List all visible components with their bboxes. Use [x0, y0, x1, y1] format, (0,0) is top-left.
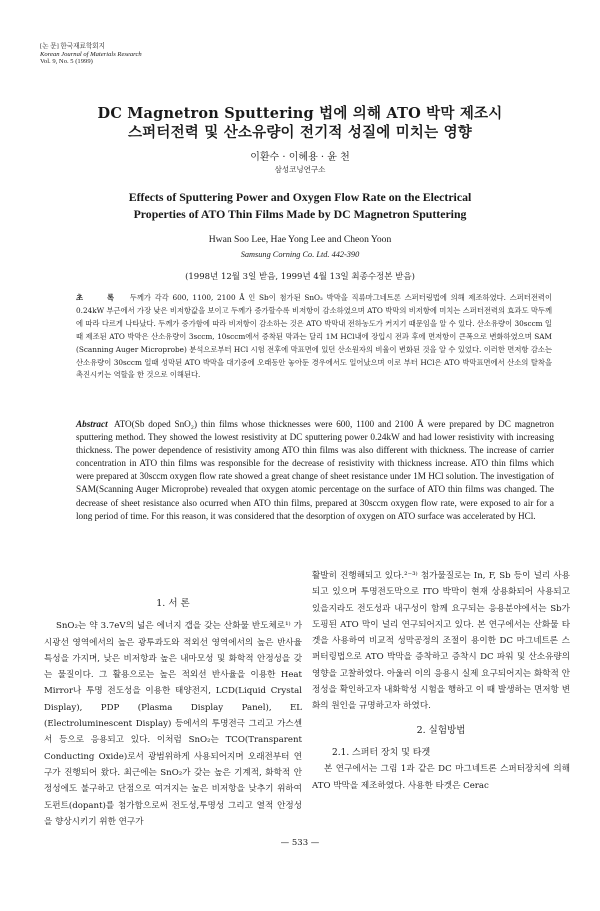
subsection-2-1-heading: 2.1. 스퍼터 장치 및 타겟 — [332, 747, 431, 758]
right-column-paragraph-1: 활발히 진행해되고 있다.²⁻³⁾ 첨가물질로는 In, F, Sb 등이 널리 사용되고 있으며 투명전도막으로 ITO 박막이 현재 상용화되어 사용되고 있을지라도 전도성과 내구성이 함께 요구되는 응용분야에서는 Sb가 도핑된 ATO 막이 널리 연구되어지고 있다. 본 연구에서는 산화물 타겟을 사용하여 비교적 성막공정의 조절이 용이한 DC 마그네트론 스퍼터링법으로 ATO 박막을 증착하고 증착시 DC 파워 및 산소유량의 영향을 고찰하였다. 아울러 이의 응용시 실제 요구되어지는 화학적 안정성을 확인하고자 내화학성 시험을 행하고 이 때 발생하는 면저항 변화의 원인을 규명하고자 하였다. — [312, 571, 570, 712]
affiliation-korean: 삼성코닝연구소 — [274, 165, 326, 174]
abstract-korean — [76, 292, 552, 382]
page-number: — 533 — — [280, 838, 320, 848]
affiliation-english: Samsung Corning Co. Ltd. 442-390 — [240, 250, 360, 259]
abstract-english — [76, 418, 554, 523]
journal-name-en: Korean Journal of Materials Research — [40, 50, 142, 58]
authors-korean: 이환수 · 이혜용 · 윤 천 — [250, 152, 350, 163]
right-column-paragraph-2: 본 연구에서는 그림 1과 같은 DC 마그네트론 스퍼터장치에 의해 ATO 박막을 제조하였다. 사용한 타겟은 Cerac — [312, 764, 570, 791]
authors-english: Hwan Soo Lee, Hae Yong Lee and Cheon Yoon — [208, 234, 392, 245]
abstract-korean-text: 두께가 각각 600, 1100, 2100 Å 인 Sb이 첨가된 SnO₂ 박막을 직류마그네트론 스퍼터링법에 의해 제조하였다. 스퍼터전력이 0.24kW 부근에서 가장 낮은 비저항값을 보이고 두께가 증가할수록 비저항이 감소하였으며 ATO 박막의 비저항에 미치는 스퍼터전력의 효과도 막두께에 따라 다르게 나타났다. 두께가 증가함에 따라 비저항이 감소하는 것은 ATO 박막내 전하농도가 커지기 때문임을 알 수 있다. 산소유량이 30sccm 일때 제조된 ATO 박막은 산소유량이 3sccm, 10sccm에서 증착된 막과는 달리 1M HCl내에 장입시 전과 후에 면저항이 큰폭으로 변화하였으며 SAM (Scanning Auger Microprobe) 분석으로부터 HCl 시험 전후에 막표면에 있던 산소원자의 비율이 변화된 것을 알 수 있었다. 이러한 면저항 감소는 산소유량이 30sccm 일때 성막된 ATO 박막을 대기중에 오래동안 놓아둔 경우에서도 일어났으며 이로 부터 HCl은 ATO 박막표면에서 산소의 탈착을 촉진시키는 역할을 한 것으로 이해된다. — [76, 293, 552, 380]
received-dates: (1998년 12월 3일 받음, 1999년 4월 13일 최종수정본 받음) — [185, 272, 415, 282]
title-english-line1: Effects of Sputtering Power and Oxygen Flow Rate on the Electrical — [128, 190, 472, 204]
journal-name-ko: [논 문] 한국재료학회지 — [40, 43, 106, 50]
abstract-english-label: Abstract — [76, 419, 108, 429]
left-column — [44, 596, 302, 830]
section-1-paragraph: SnO₂는 약 3.7eV의 넓은 에너지 갭을 갖는 산화물 반도체로¹⁾ 가시광선 영역에서의 높은 광투과도와 적외선 영역에서의 높은 반사율 특성을 가지며, 낮은 비저항과 높은 내마모성 및 화학적 안정성을 갖는 물질이다. 그 활용으로는 높은 적외선 반사율을 이용한 Heat Mirror나 투명 전도성을 이용한 태양전지, LCD(Liquid Crystal Display), PDP (Plasma Display Panel), EL (Electroluminescent Display) 등에서의 투명전극 그리고 가스센서 등으로 응용되고 있다. 이처럼 SnO₂는 TCO(Transparent Conducting Oxide)로서 광범위하게 사용되어지며 오래전부터 연구가 진행되어 왔다. 최근에는 SnO₂가 갖는 높은 기계적, 화학적 안정성에도 불구하고 단점으로 여겨지는 높은 비저항을 낮추기 위하여 도펀트(dopant)를 첨가함으로써 전도성,투명성 그리고 열적 안정성을 향상시키기 위한 연구가 — [44, 621, 302, 827]
section-2-heading: 2. 실험방법 — [416, 724, 466, 736]
abstract-korean-label: 초 록 — [76, 293, 125, 302]
abstract-english-text: ATO(Sb doped SnO₂) thin films whose thicknesses were 600, 1100 and 2100 Å were prepared by DC magnetron sputtering method. They showed the lowest resistivity at DC sputtering power 0.24kW and had lower resistivity with increasing thickness. The power dependence of resistivity among ATO thin films was also different with thickness. The increase of carrier concentration in ATO thin films was responsible for the decrease of resistivity with thickness increase. ATO thin films which were prepared at 30sccm oxygen flow rate showed a great change of sheet resistance under 1M HCl solution. The investigation of SAM(Scanning Auger Microprobe) revealed that oxygen atomic percentage on the surface of ATO thin films was changed. The decrease of sheet resistance also ocurred when ATO thin films, prepared at 30sccm oxygen flow rate, were exposed to air for a long period of time. For this reason, it was considered that the desorption of oxygen on ATO surface was accelerated by HCl. — [76, 419, 554, 521]
title-english-line2: Properties of ATO Thin Films Made by DC Magnetron Sputtering — [133, 207, 467, 221]
section-1-heading: 1. 서 론 — [156, 598, 190, 609]
journal-header — [40, 43, 142, 66]
right-column — [312, 568, 570, 794]
title-korean-line2: 스퍼터전력 및 산소유량이 전기적 성질에 미치는 영향 — [127, 124, 473, 141]
title-korean-line1: DC Magnetron Sputtering 법에 의해 ATO 박막 제조시 — [97, 105, 503, 122]
journal-volume: Vol. 9, No. 5 (1999) — [40, 58, 93, 66]
